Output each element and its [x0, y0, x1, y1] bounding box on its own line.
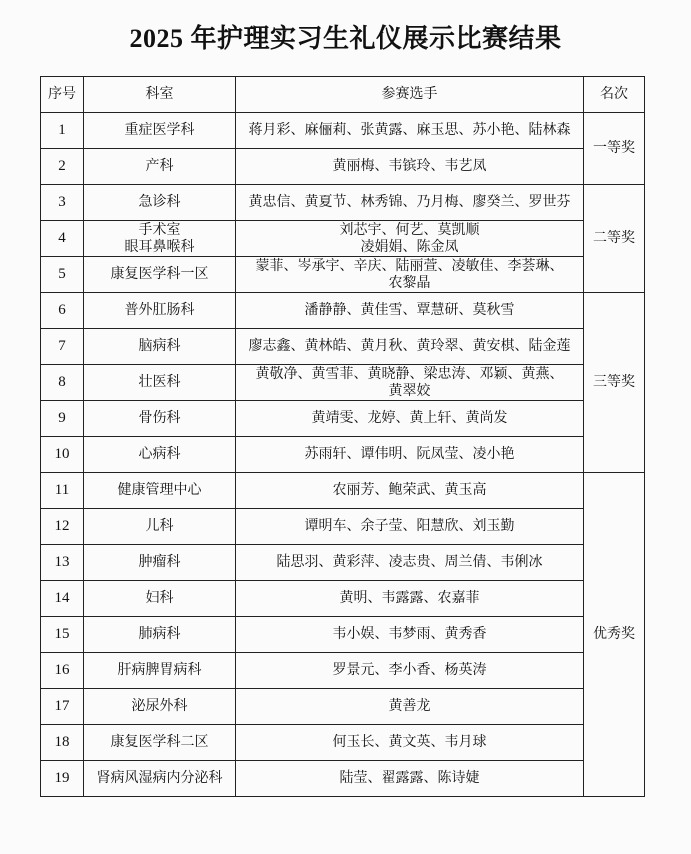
table-row [41, 581, 645, 617]
header-rank: 名次 [584, 77, 645, 113]
row-number: 6 [41, 293, 84, 329]
department-cell [84, 149, 236, 185]
department-name: 肾病风湿病内分泌科 [96, 770, 223, 786]
header-participants: 参赛选手 [236, 77, 584, 113]
row-number: 11 [41, 473, 84, 509]
participants-cell [236, 257, 584, 293]
participants-cell [236, 329, 584, 365]
participants-names: 韦小娱、韦梦雨、黄秀香 [332, 626, 487, 642]
department-name: 手术室 [138, 221, 181, 238]
row-number: 12 [41, 509, 84, 545]
table-header-row [41, 77, 645, 113]
department-cell [84, 185, 236, 221]
participants-cell [236, 473, 584, 509]
table-row [41, 617, 645, 653]
department-name: 康复医学科一区 [110, 266, 209, 282]
table-row [41, 293, 645, 329]
participants-names: 廖志鑫、黄林皓、黄月秋、黄玲翠、黄安棋、陆金莲 [248, 338, 571, 354]
results-table [40, 76, 645, 797]
department-name: 肝病脾胃病科 [117, 662, 202, 678]
department-cell [84, 329, 236, 365]
department-name: 脑病科 [138, 338, 181, 354]
table-row [41, 365, 645, 401]
table-row [41, 761, 645, 797]
department-cell [84, 761, 236, 797]
department-cell [84, 473, 236, 509]
department-name: 肺病科 [138, 626, 181, 642]
table-row [41, 473, 645, 509]
row-number: 13 [41, 545, 84, 581]
award-cell: 三等奖 [584, 293, 645, 473]
department-name: 普外肛肠科 [124, 302, 195, 318]
row-number: 4 [41, 221, 84, 257]
department-cell [84, 617, 236, 653]
participants-names: 谭明车、余子莹、阳慧欣、刘玉勤 [304, 518, 515, 534]
participants-names: 陆思羽、黄彩萍、凌志贵、周兰倩、韦俐冰 [276, 554, 543, 570]
table-row [41, 185, 645, 221]
row-number: 10 [41, 437, 84, 473]
department-name: 健康管理中心 [117, 482, 202, 498]
department-cell [84, 509, 236, 545]
participants-cell [236, 293, 584, 329]
row-number: 17 [41, 689, 84, 725]
table-row [41, 437, 645, 473]
table-row [41, 221, 645, 257]
table-body [41, 113, 645, 797]
department-cell [84, 257, 236, 293]
department-cell [84, 545, 236, 581]
table-row [41, 257, 645, 293]
participants-names: 罗景元、李小香、杨英涛 [332, 662, 487, 678]
header-department: 科室 [84, 77, 236, 113]
participants-cell [236, 653, 584, 689]
department-name: 急诊科 [138, 194, 181, 210]
participants-names: 黄敬净、黄雪菲、黄晓静、梁忠涛、邓颖、黄燕、 [255, 365, 564, 382]
participants-names: 凌娟娟、陈金凤 [360, 238, 459, 255]
department-name: 骨伤科 [138, 410, 181, 426]
department-cell [84, 653, 236, 689]
table-row [41, 329, 645, 365]
participants-names: 刘芯宇、何艺、莫凯顺 [339, 221, 480, 238]
row-number: 19 [41, 761, 84, 797]
row-number: 18 [41, 725, 84, 761]
award-cell: 优秀奖 [584, 473, 645, 797]
participants-names: 潘静静、黄佳雪、覃慧研、莫秋雪 [304, 302, 515, 318]
department-name: 心病科 [138, 446, 181, 462]
department-cell [84, 401, 236, 437]
department-name: 泌尿外科 [131, 698, 188, 714]
department-cell [84, 293, 236, 329]
participants-cell [236, 545, 584, 581]
row-number: 9 [41, 401, 84, 437]
department-name: 儿科 [145, 518, 174, 534]
department-cell [84, 221, 236, 257]
participants-cell [236, 725, 584, 761]
department-name: 肿瘤科 [138, 554, 181, 570]
participants-names: 蒋月彩、麻俪莉、张黄露、麻玉思、苏小艳、陆林森 [248, 122, 571, 138]
department-name: 妇科 [145, 590, 174, 606]
participants-cell [236, 581, 584, 617]
row-number: 8 [41, 365, 84, 401]
row-number: 2 [41, 149, 84, 185]
table-row [41, 545, 645, 581]
participants-cell [236, 365, 584, 401]
participants-cell [236, 149, 584, 185]
department-name: 产科 [145, 158, 174, 174]
participants-names: 苏雨轩、谭伟明、阮凤莹、凌小艳 [304, 446, 515, 462]
row-number: 7 [41, 329, 84, 365]
department-name: 康复医学科二区 [110, 734, 209, 750]
participants-cell [236, 401, 584, 437]
page-title: 2025 年护理实习生礼仪展示比赛结果 [129, 24, 562, 53]
participants-names: 农黎晶 [388, 274, 431, 291]
participants-names: 黄明、韦露露、农嘉菲 [339, 590, 480, 606]
participants-names: 黄翠姣 [388, 382, 431, 399]
table-row [41, 401, 645, 437]
table-row [41, 149, 645, 185]
table-row [41, 113, 645, 149]
department-cell [84, 581, 236, 617]
row-number: 1 [41, 113, 84, 149]
department-name: 壮医科 [138, 374, 181, 390]
participants-cell [236, 761, 584, 797]
participants-names: 黄善龙 [388, 698, 431, 714]
participants-cell [236, 185, 584, 221]
row-number: 15 [41, 617, 84, 653]
participants-names: 农丽芳、鲍荣武、黄玉高 [332, 482, 487, 498]
row-number: 3 [41, 185, 84, 221]
department-cell [84, 725, 236, 761]
participants-cell [236, 617, 584, 653]
row-number: 5 [41, 257, 84, 293]
participants-names: 黄忠信、黄夏节、林秀锦、乃月梅、廖癸兰、罗世芬 [248, 194, 571, 210]
participants-names: 陆莹、翟露露、陈诗婕 [339, 770, 480, 786]
department-cell [84, 113, 236, 149]
participants-names: 黄丽梅、韦镔玲、韦艺凤 [332, 158, 487, 174]
award-cell: 二等奖 [584, 185, 645, 293]
department-cell [84, 365, 236, 401]
award-cell: 一等奖 [584, 113, 645, 185]
row-number: 16 [41, 653, 84, 689]
department-cell [84, 437, 236, 473]
table-row [41, 689, 645, 725]
table-row [41, 509, 645, 545]
participants-names: 黄靖雯、龙婷、黄上轩、黄尚发 [311, 410, 508, 426]
participants-names: 蒙菲、岑承宇、辛庆、陆丽萱、凌敏佳、李荟琳、 [255, 257, 564, 274]
participants-cell [236, 509, 584, 545]
participants-cell [236, 221, 584, 257]
row-number: 14 [41, 581, 84, 617]
department-name: 重症医学科 [124, 122, 195, 138]
participants-cell [236, 437, 584, 473]
department-name: 眼耳鼻喉科 [124, 238, 195, 255]
header-number: 序号 [41, 77, 84, 113]
department-cell [84, 689, 236, 725]
participants-names: 何玉长、黄文英、韦月球 [332, 734, 487, 750]
table-row [41, 725, 645, 761]
participants-cell [236, 113, 584, 149]
participants-cell [236, 689, 584, 725]
table-row [41, 653, 645, 689]
